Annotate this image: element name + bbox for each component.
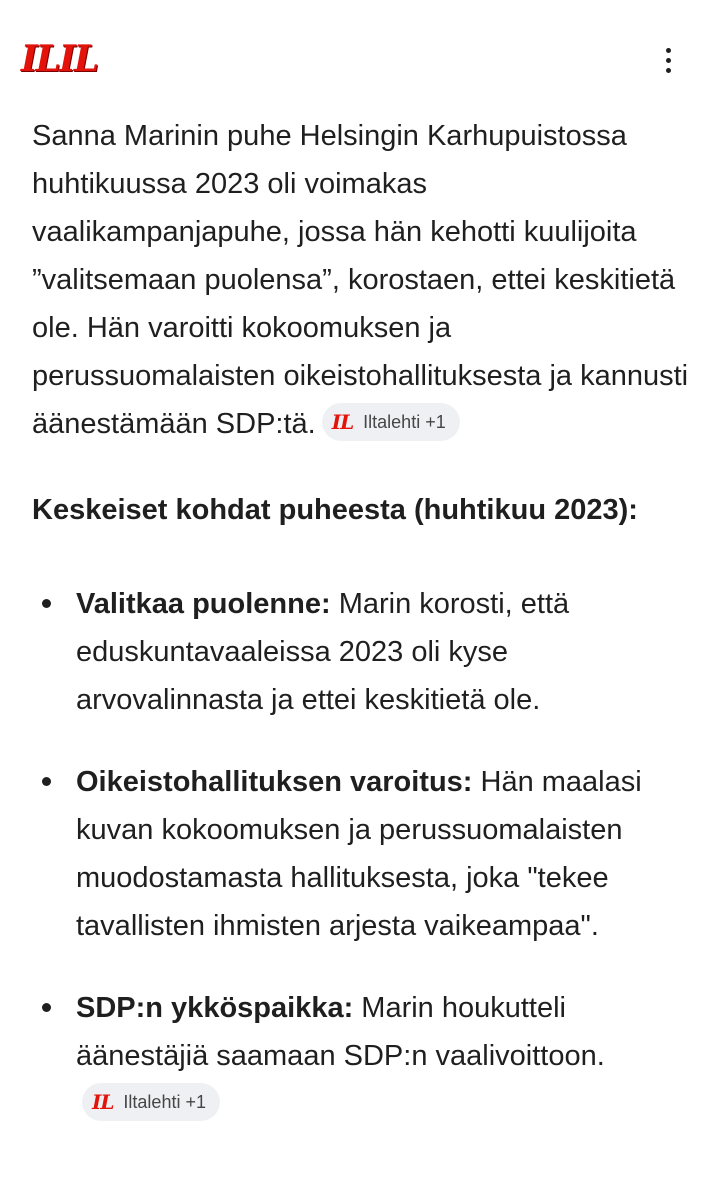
intro-text: Sanna Marinin puhe Helsingin Karhupuistossa huhtikuussa 2023 oli voimakas vaalikampanjapuhe, jossa hän kehotti kuulijoita ”valitsemaan puolensa”, korostaen, ettei keskitietä ole. Hän varoitti kokoomuksen ja perussuomalaisten oikeistohallituksesta ja kannusti äänestämään SDP:tä. xyxy=(32,120,689,440)
list-item xyxy=(32,984,692,1128)
top-bar xyxy=(0,0,718,110)
section-heading: Keskeiset kohdat puheesta (huhtikuu 2023): xyxy=(32,494,638,526)
point-title: Valitkaa puolenne: xyxy=(76,588,331,620)
source-chip[interactable] xyxy=(82,1083,220,1121)
source-chip-count: +1 xyxy=(185,1092,206,1113)
source-chip-label: Iltalehti xyxy=(123,1092,181,1113)
point-text: Marin houkutteli äänestäjiä saamaan SDP:n vaalivoittoon. xyxy=(76,992,605,1072)
point-text: Marin korosti, että eduskuntavaaleissa 2023 oli kyse arvovalinnasta ja ettei keskitietä ole. xyxy=(76,588,570,716)
key-points-list xyxy=(32,580,692,1128)
list-item xyxy=(32,758,692,950)
source-chip-count: +1 xyxy=(425,412,446,433)
list-item xyxy=(32,580,692,724)
answer-content xyxy=(32,112,692,1162)
point-text: Hän maalasi kuvan kokoomuksen ja perussuomalaisten muodostamasta hallituksesta, joka "tekee tavallisten ihmisten arjesta vaikeampaa". xyxy=(76,766,642,942)
source-chip-label: Iltalehti xyxy=(363,412,421,433)
dot xyxy=(666,48,671,53)
source-chip[interactable] xyxy=(322,403,460,441)
logo-text: ILIL xyxy=(20,38,98,80)
iltalehti-logo[interactable] xyxy=(20,38,98,80)
bullet xyxy=(42,599,51,608)
dot xyxy=(666,68,671,73)
dot xyxy=(666,58,671,63)
intro-paragraph xyxy=(32,112,692,448)
iltalehti-logo-icon: IL xyxy=(92,1090,114,1115)
bullet xyxy=(42,1003,51,1012)
more-vert-icon[interactable] xyxy=(650,42,686,78)
point-title: Oikeistohallituksen varoitus: xyxy=(76,766,473,798)
point-title: SDP:n ykköspaikka: xyxy=(76,992,354,1024)
iltalehti-logo-icon: IL xyxy=(331,410,354,435)
bullet xyxy=(42,777,51,786)
